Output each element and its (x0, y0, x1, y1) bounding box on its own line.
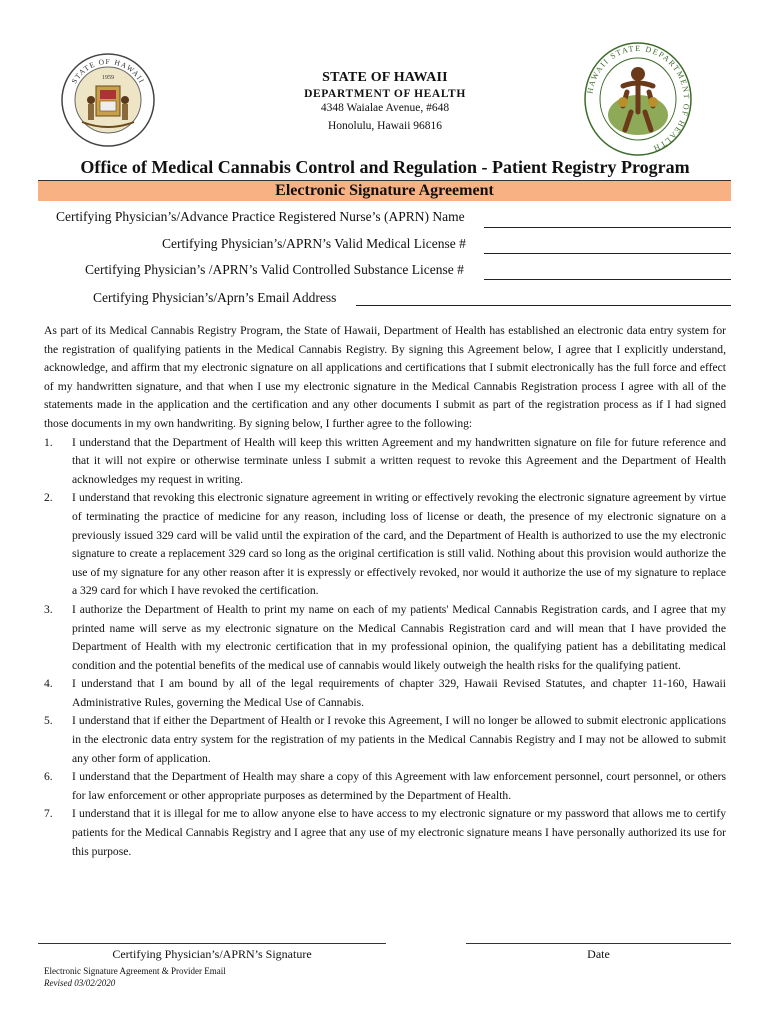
agreement-heading-band: Electronic Signature Agreement (38, 180, 731, 201)
list-item (44, 712, 726, 768)
signature-label: Certifying Physician’s/APRN’s Signature (112, 947, 312, 961)
agreement-body (44, 322, 726, 861)
item-number: 1. (44, 435, 53, 449)
intro-paragraph: As part of its Medical Cannabis Registry Program, the State of Hawaii, Department of Health has established an electronic data entry system for the registration of qualifying patients in the Medical Cannabis Registry. By signing this Agreement below, I agree that I explicitly understand, acknowledge, and affirm that my electronic signature on all applications and certifications that I submit electronically has the full force and effect of my handwritten signature, and that when I use my electronic signature in the Medical Cannabis Registration process I agree with all of the statements made in the application and the certification and any other documents I submit as part of the registration process as if I had signed those documents in my own handwriting. By signing below, I further agree to the following: (44, 324, 726, 430)
list-item (44, 434, 726, 490)
item-text: I understand that revoking this electronic signature agreement in writing or effectively revoking the electronic signature agreement by virtue of terminating the practice of medicine for any reason, including loss of license or death, the presence of my electronic signature on a previously issued 329 card will be valid until the expiration of the card, and the Department of Health is authorized to use the my electronic signature to create a replacement 329 card so long as the original certification is still valid. Nothing about this provision would authorize the use of my signature for any other reason after it is expressly or effectively revoked, nor would it authorize the use of my signature to replace a 329 card for which I have revoked the certification. (72, 491, 726, 598)
date-field[interactable] (466, 943, 731, 944)
footer-form-name: Electronic Signature Agreement & Provider Email (44, 966, 226, 976)
physician-name-label: Certifying Physician’s/Advance Practice Registered Nurse’s (APRN) Name (56, 209, 465, 224)
svg-text:HAWAII STATE DEPARTMENT OF HEA: HAWAII STATE DEPARTMENT OF HEALTH (585, 43, 692, 154)
terms-list (44, 434, 726, 862)
item-number: 4. (44, 677, 53, 691)
svg-text:STATE OF HAWAII: STATE OF HAWAII (69, 56, 147, 86)
footer-revision: Revised 03/02/2020 (44, 978, 116, 988)
item-text: I understand that I am bound by all of the legal requirements of chapter 329, Hawaii Revised Statutes, and chapter 11-160, Hawaii Administrative Rules, governing the Medical Use of Cannabis. (72, 677, 726, 709)
medical-license-label: Certifying Physician’s/APRN’s Valid Medical License # (162, 236, 466, 251)
item-text: I authorize the Department of Health to print my name on each of my patients' Medical Cannabis Registration cards, and I agree that my printed name will serve as my electronic signature on the Medical Cannabis Registration card and will mean that I have provided the Department of Health with my electronic certification that in my professional opinion, the qualifying patient has a debilitating medical condition and the potential benefits of the medical use of cannabis would likely outweigh the health risks for the qualifying patient. (72, 602, 726, 672)
item-text: I understand that the Department of Health may share a copy of this Agreement with law enforcement personnel, court personnel, or others for law enforcement or other appropriate purposes as determined by the Department of Health. (72, 770, 726, 802)
item-text: I understand that the Department of Health will keep this written Agreement and my handwritten signature on file for future reference and that it will not expire or otherwise terminate unless I submit a written request to revoke this Agreement and the Department of Health acknowledges my request in writing. (72, 435, 726, 486)
list-item (44, 768, 726, 805)
date-label: Date (587, 947, 610, 961)
item-number: 7. (44, 807, 53, 821)
item-text: I understand that it is illegal for me to allow anyone else to have access to my electronic signature or my password that allows me to certify patients for the Medical Cannabis Registry and I agree that any use of my electronic signature means I have personally authorized its use for this purpose. (72, 807, 726, 858)
list-item (44, 675, 726, 712)
item-number: 6. (44, 770, 53, 784)
list-item (44, 805, 726, 861)
address-line-1: 4348 Waialae Avenue, #648 (320, 102, 450, 114)
medical-license-field[interactable] (484, 253, 731, 254)
signature-field[interactable] (38, 943, 386, 944)
controlled-substance-license-field[interactable] (484, 279, 731, 280)
item-number: 2. (44, 491, 53, 505)
email-field[interactable] (356, 305, 731, 306)
email-label: Certifying Physician’s/Aprn’s Email Address (93, 290, 337, 305)
state-heading: STATE OF HAWAII (322, 70, 448, 85)
state-seal-logo (60, 52, 156, 148)
page-title: Office of Medical Cannabis Control and Regulation - Patient Registry Program (80, 157, 690, 177)
item-text: I understand that if either the Department of Health or I revoke this Agreement, I will no longer be allowed to submit electronic applications in the electronic data entry system for the registration of my patients in the Medical Cannabis Registry and I may not be allowed to submit any other form of application. (72, 714, 726, 765)
physician-name-field[interactable] (484, 227, 731, 228)
list-item (44, 489, 726, 601)
department-heading: DEPARTMENT OF HEALTH (304, 88, 466, 100)
item-number: 5. (44, 714, 53, 728)
list-item (44, 601, 726, 675)
item-number: 3. (44, 602, 53, 616)
address-line-2: Honolulu, Hawaii 96816 (327, 120, 443, 132)
controlled-substance-license-label: Certifying Physician’s /APRN’s Valid Controlled Substance License # (85, 262, 464, 277)
svg-text:1959: 1959 (102, 75, 114, 81)
